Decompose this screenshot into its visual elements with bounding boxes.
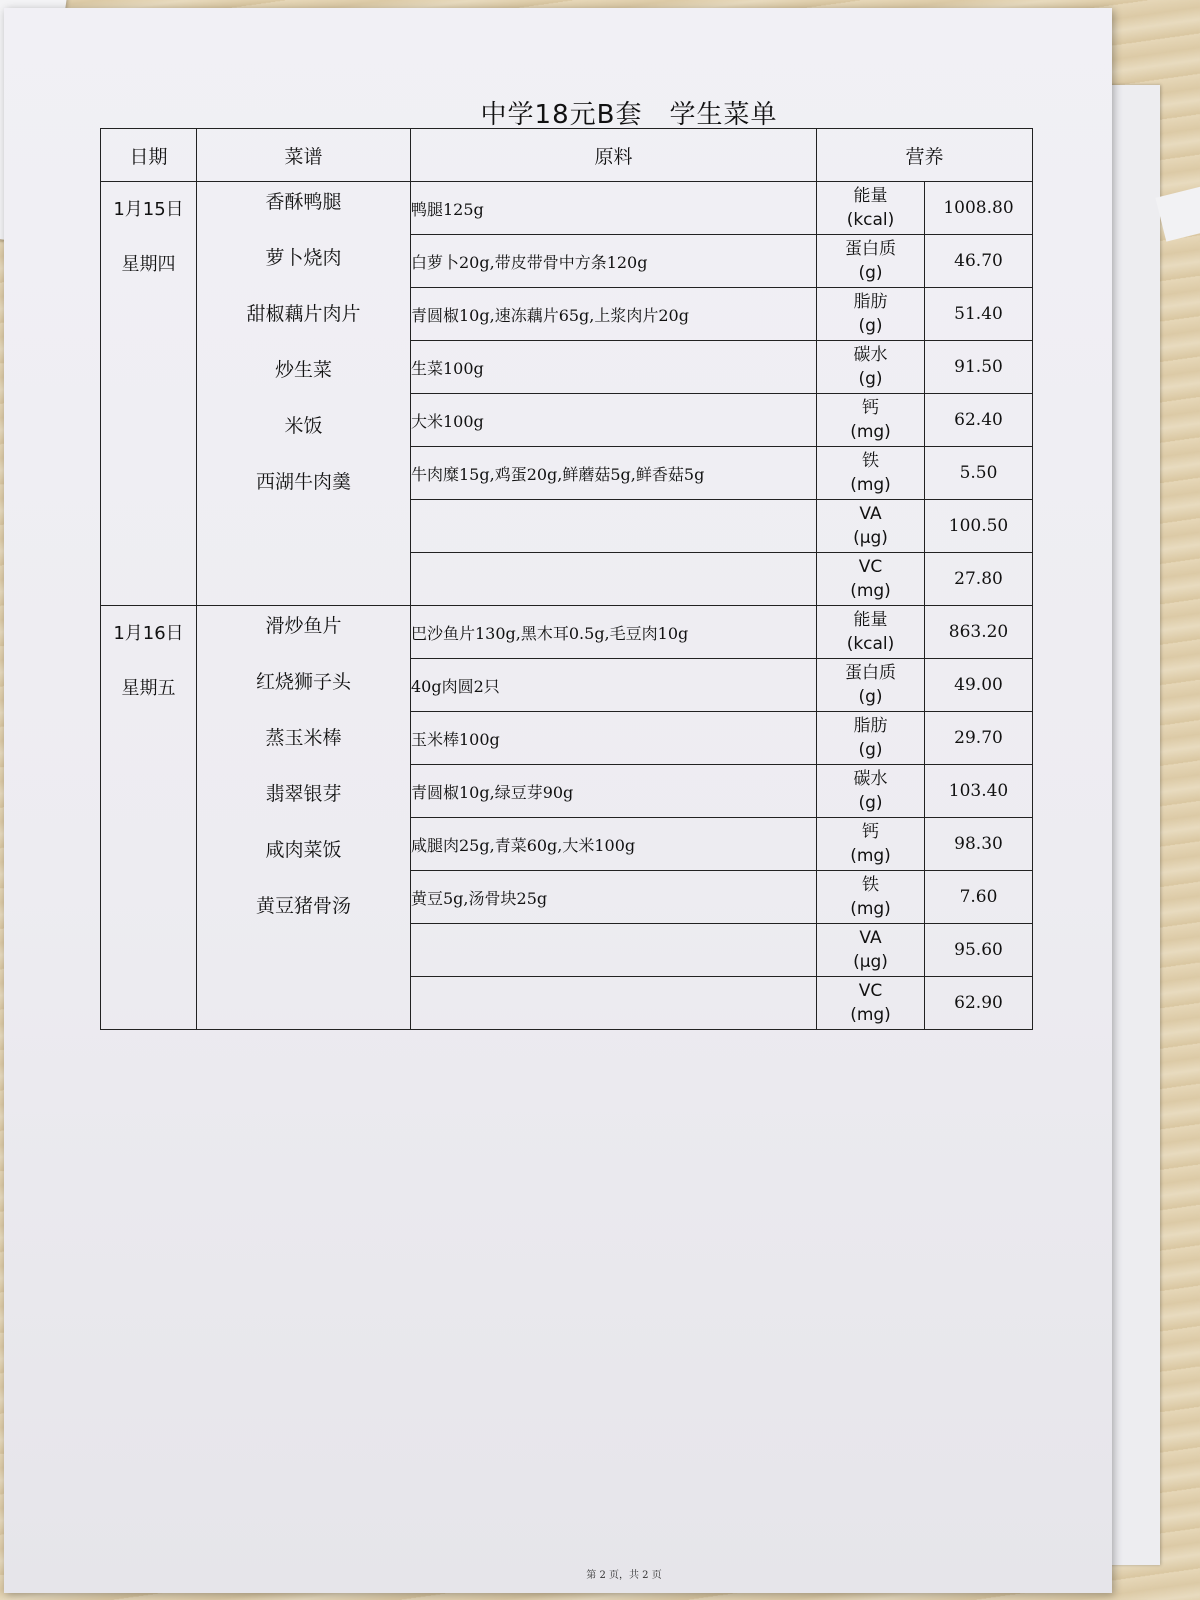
nutrient-name: 钙 — [862, 822, 879, 842]
ingredient-cell: 大米100g — [411, 394, 817, 447]
nutrient-name: 能量 — [853, 186, 888, 206]
ingredient-cell: 鸭腿125g — [411, 182, 817, 235]
nutrient-label — [817, 818, 925, 871]
nutrient-unit: (kcal) — [846, 210, 895, 230]
nutrient-name: 铁 — [862, 451, 879, 471]
ingredient-cell: 青圆椒10g,速冻藕片65g,上浆肉片20g — [411, 288, 817, 341]
table-row — [101, 182, 1033, 235]
nutrient-unit: (g) — [858, 316, 883, 336]
nutrient-label — [817, 712, 925, 765]
date-cell — [101, 606, 197, 1030]
nutrient-label — [817, 182, 925, 235]
nutrient-value: 51.40 — [925, 288, 1033, 341]
nutrient-label — [817, 235, 925, 288]
page-footer: 第 2 页，共 2 页 — [586, 1570, 662, 1581]
nutrient-unit: (kcal) — [846, 634, 895, 654]
nutrient-value: 863.20 — [925, 606, 1033, 659]
nutrient-label — [817, 394, 925, 447]
ingredient-cell — [411, 924, 817, 977]
nutrient-unit: (mg) — [850, 846, 891, 866]
nutrient-name: 碳水 — [853, 345, 888, 365]
nutrient-unit: (mg) — [850, 1005, 891, 1025]
ingredient-cell — [411, 500, 817, 553]
nutrient-name: 脂肪 — [853, 716, 888, 736]
nutrient-unit: (μg) — [853, 528, 888, 548]
dish-name: 西湖牛肉羹 — [255, 471, 351, 493]
nutrient-unit: (mg) — [850, 475, 891, 495]
adjacent-paper-right — [1155, 183, 1200, 241]
nutrient-name: 蛋白质 — [845, 663, 896, 683]
ingredient-cell — [411, 553, 817, 606]
nutrient-label — [817, 553, 925, 606]
nutrient-name: 脂肪 — [853, 292, 888, 312]
dish-cell — [197, 182, 411, 606]
menu-sheet — [4, 8, 1112, 1593]
dish-name: 咸肉菜饭 — [265, 839, 342, 861]
dish-name: 滑炒鱼片 — [265, 615, 342, 637]
nutrient-value: 98.30 — [925, 818, 1033, 871]
nutrient-unit: (mg) — [850, 899, 891, 919]
nutrient-label — [817, 871, 925, 924]
dish-name: 炒生菜 — [274, 359, 332, 381]
nutrient-unit: (g) — [858, 740, 883, 760]
nutrient-name: 蛋白质 — [845, 239, 896, 259]
date-text: 1月16日 — [113, 623, 184, 644]
nutrient-value: 5.50 — [925, 447, 1033, 500]
header-dish: 菜谱 — [197, 129, 411, 182]
nutrient-unit: (g) — [858, 687, 883, 707]
nutrient-value: 29.70 — [925, 712, 1033, 765]
nutrient-value: 62.40 — [925, 394, 1033, 447]
nutrient-name: 碳水 — [853, 769, 888, 789]
table-row — [101, 606, 1033, 659]
header-date: 日期 — [101, 129, 197, 182]
nutrient-unit: (mg) — [850, 422, 891, 442]
nutrient-unit: (g) — [858, 263, 883, 283]
nutrient-value: 103.40 — [925, 765, 1033, 818]
menu-table — [100, 128, 1033, 1030]
ingredient-cell: 玉米棒100g — [411, 712, 817, 765]
ingredient-cell: 生菜100g — [411, 341, 817, 394]
ingredient-cell — [411, 977, 817, 1030]
nutrient-name: VA — [859, 928, 882, 948]
weekday-text: 星期五 — [121, 678, 176, 699]
nutrient-label — [817, 659, 925, 712]
weekday-text: 星期四 — [121, 254, 176, 275]
nutrient-name: 铁 — [862, 875, 879, 895]
nutrient-label — [817, 341, 925, 394]
nutrient-value: 27.80 — [925, 553, 1033, 606]
date-cell — [101, 182, 197, 606]
ingredient-cell: 青圆椒10g,绿豆芽90g — [411, 765, 817, 818]
dish-name: 红烧狮子头 — [255, 671, 351, 693]
ingredient-cell: 黄豆5g,汤骨块25g — [411, 871, 817, 924]
nutrient-name: VC — [858, 981, 883, 1001]
header-nutrition: 营养 — [817, 129, 1033, 182]
nutrient-name: 能量 — [853, 610, 888, 630]
dish-name: 香酥鸭腿 — [265, 191, 342, 213]
dish-name: 甜椒藕片肉片 — [246, 303, 361, 325]
dish-name: 萝卜烧肉 — [265, 247, 342, 269]
nutrient-value: 7.60 — [925, 871, 1033, 924]
nutrient-unit: (mg) — [850, 581, 891, 601]
nutrient-value: 100.50 — [925, 500, 1033, 553]
nutrient-value: 62.90 — [925, 977, 1033, 1030]
date-text: 1月15日 — [113, 199, 184, 220]
nutrient-value: 1008.80 — [925, 182, 1033, 235]
ingredient-cell: 牛肉糜15g,鸡蛋20g,鲜蘑菇5g,鲜香菇5g — [411, 447, 817, 500]
dish-cell — [197, 606, 411, 1030]
nutrient-value: 46.70 — [925, 235, 1033, 288]
nutrient-label — [817, 606, 925, 659]
nutrient-label — [817, 924, 925, 977]
nutrient-unit: (μg) — [853, 952, 888, 972]
dish-name: 蒸玉米棒 — [265, 727, 342, 749]
ingredient-cell: 白萝卜20g,带皮带骨中方条120g — [411, 235, 817, 288]
dish-name: 翡翠银芽 — [265, 783, 342, 805]
nutrient-value: 95.60 — [925, 924, 1033, 977]
ingredient-cell: 40g肉圆2只 — [411, 659, 817, 712]
header-ingredients: 原料 — [411, 129, 817, 182]
nutrient-label — [817, 500, 925, 553]
page-title: 中学18元B套 学生菜单 — [480, 100, 778, 130]
nutrient-label — [817, 447, 925, 500]
nutrient-value: 91.50 — [925, 341, 1033, 394]
ingredient-cell: 巴沙鱼片130g,黑木耳0.5g,毛豆肉10g — [411, 606, 817, 659]
nutrient-unit: (g) — [858, 793, 883, 813]
nutrient-name: 钙 — [862, 398, 879, 418]
nutrient-label — [817, 288, 925, 341]
nutrient-label — [817, 765, 925, 818]
nutrient-value: 49.00 — [925, 659, 1033, 712]
dish-name: 黄豆猪骨汤 — [255, 895, 351, 917]
nutrient-name: VA — [859, 504, 882, 524]
ingredient-cell: 咸腿肉25g,青菜60g,大米100g — [411, 818, 817, 871]
dish-name: 米饭 — [284, 415, 323, 437]
nutrient-unit: (g) — [858, 369, 883, 389]
header-row — [101, 129, 1033, 182]
nutrient-label — [817, 977, 925, 1030]
nutrient-name: VC — [858, 557, 883, 577]
